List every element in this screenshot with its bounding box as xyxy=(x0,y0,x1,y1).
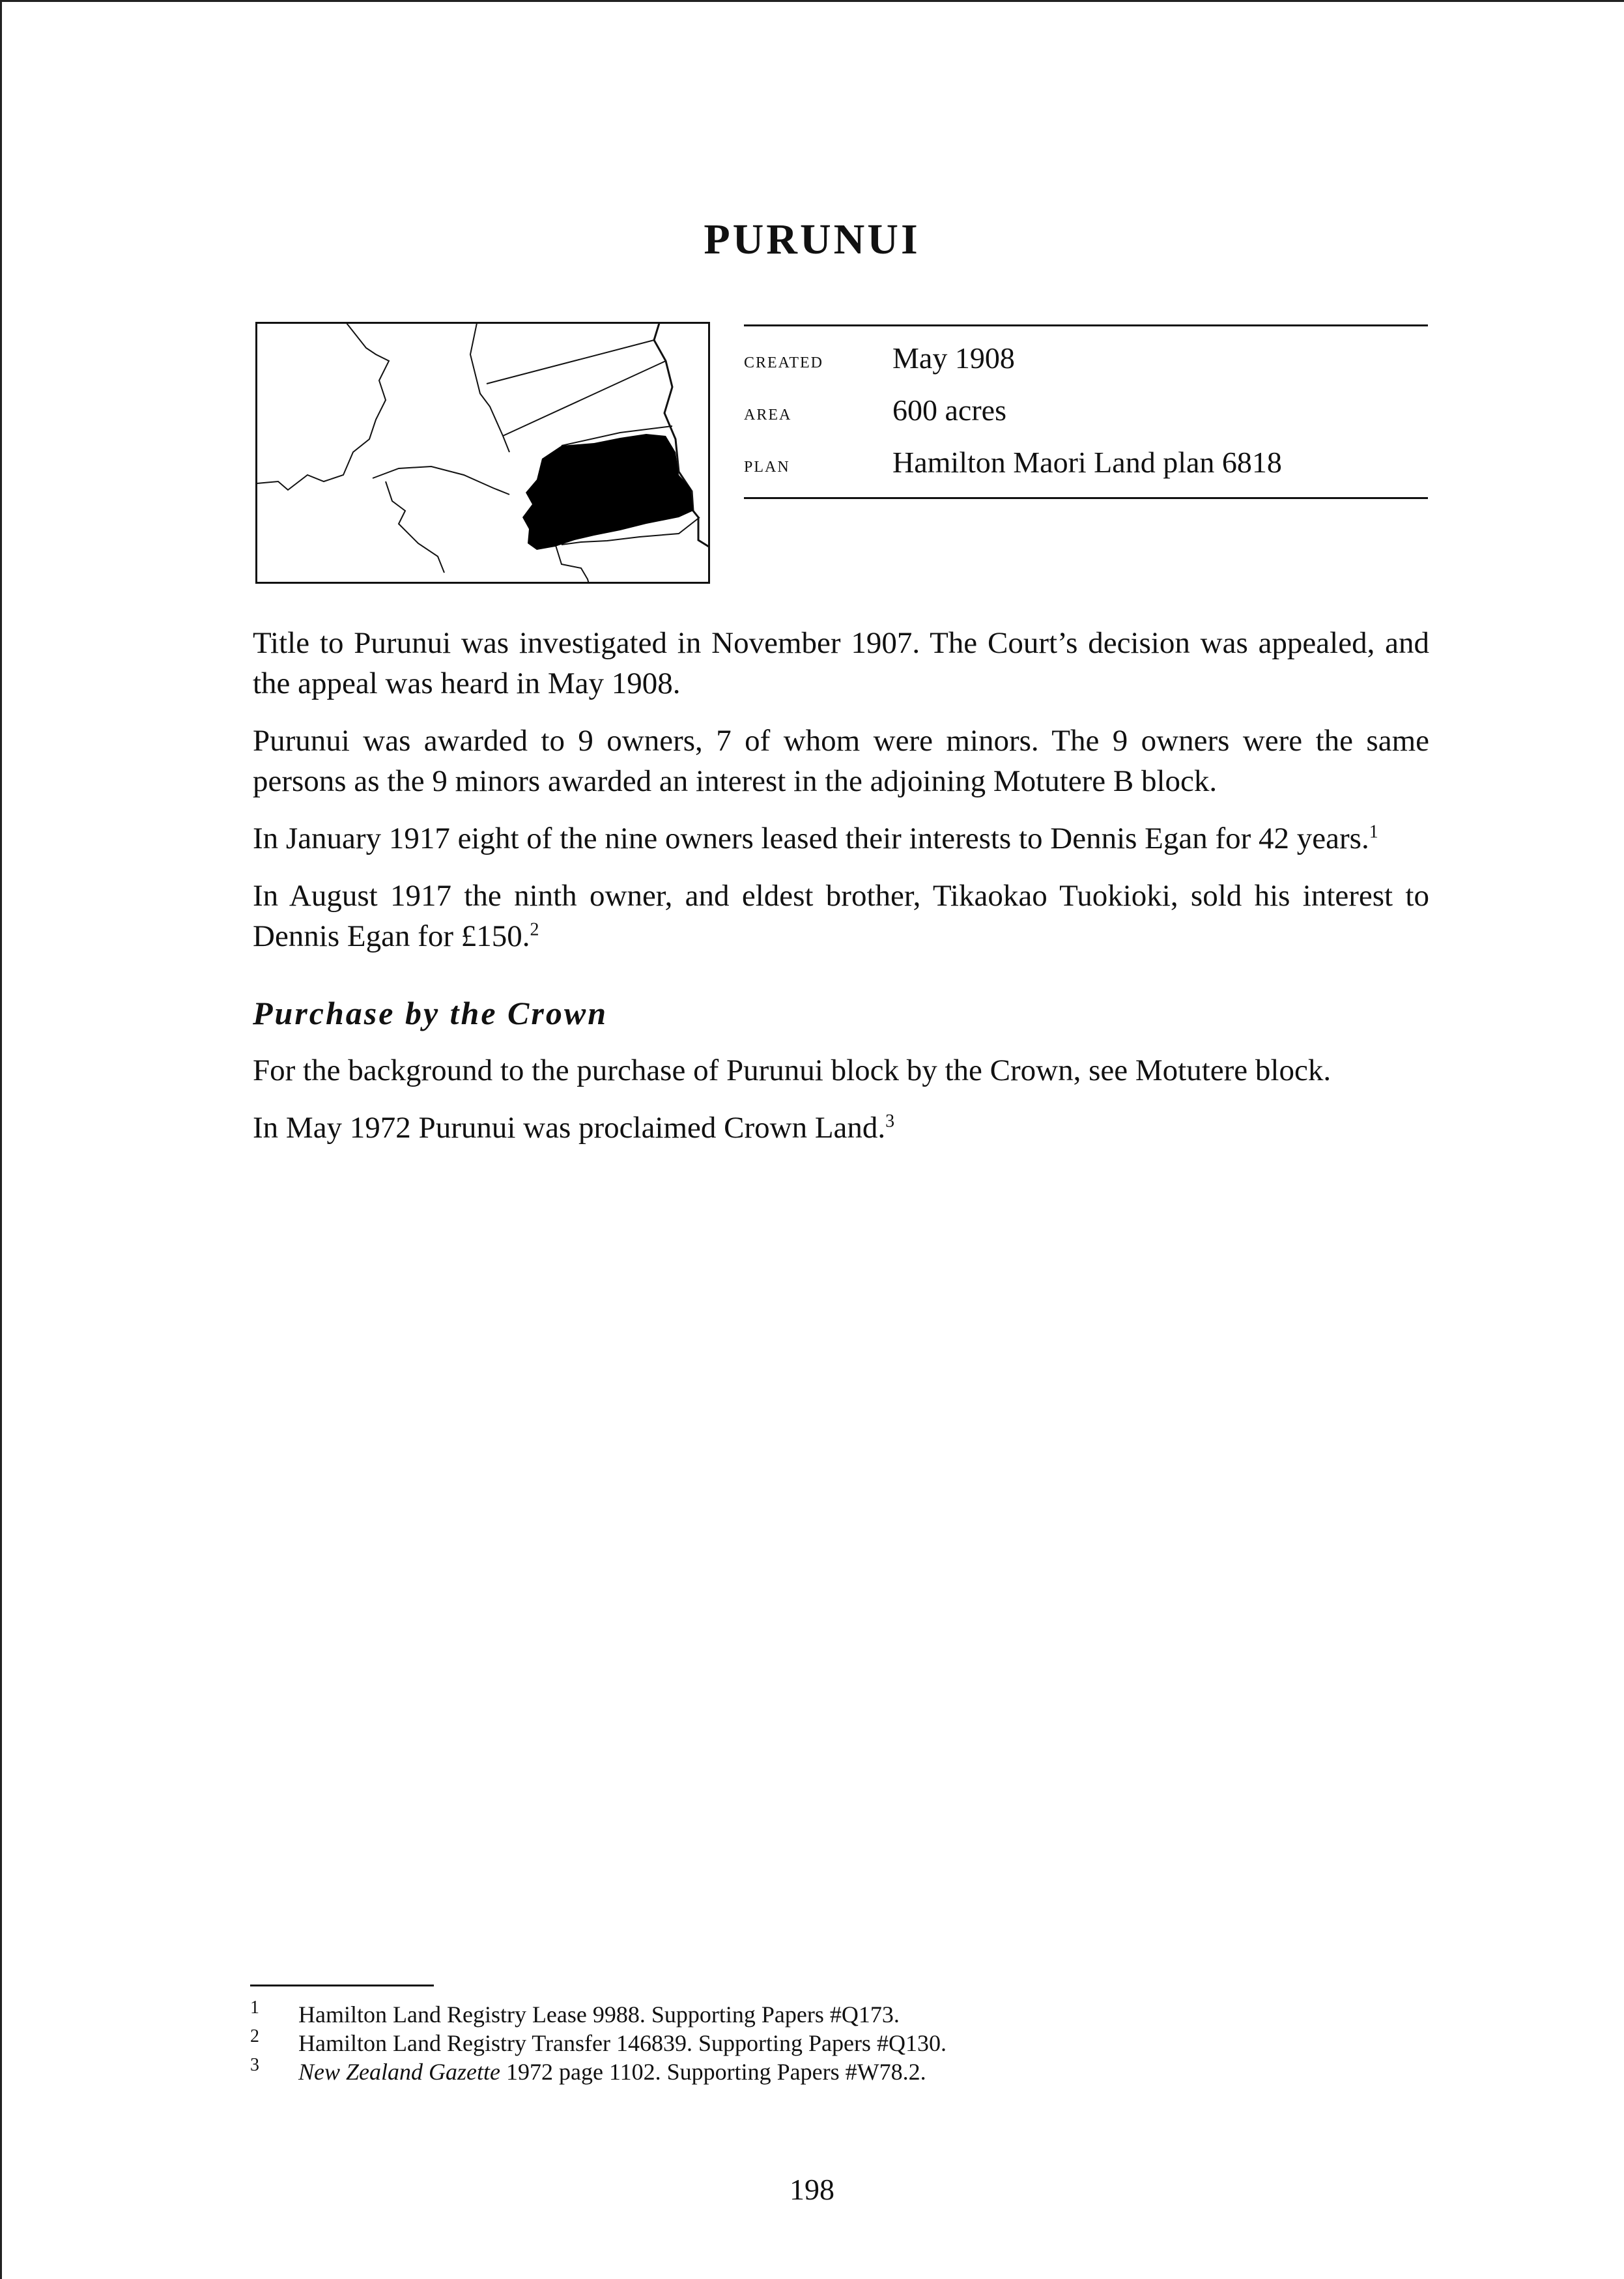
body-text xyxy=(253,623,1429,1165)
footnote xyxy=(250,2026,1423,2057)
page-edge-top xyxy=(0,0,1624,2)
footnote-italic-title: New Zealand Gazette xyxy=(298,2059,500,2085)
map-boundary-line xyxy=(470,323,509,452)
paragraph: Title to Purunui was investigated in November 1907. The Court’s decision was appealed, and the appeal was heard in May 1908. xyxy=(253,626,1429,700)
block-info-table xyxy=(744,324,1428,499)
footnote-text: Hamilton Land Registry Lease 9988. Supporting Papers #Q173. xyxy=(298,2001,900,2028)
info-value: May 1908 xyxy=(892,341,1015,375)
paragraph xyxy=(253,1108,1429,1148)
section-heading: Purchase by the Crown xyxy=(253,995,608,1031)
info-value: 600 acres xyxy=(892,394,1006,427)
paragraph: For the background to the purchase of Purunui block by the Crown, see Motutere block. xyxy=(253,1054,1332,1087)
page-number: 198 xyxy=(790,2173,834,2206)
footnote-ref[interactable]: 1 xyxy=(1369,822,1378,842)
footnote-number: 2 xyxy=(250,2026,259,2046)
paragraph-text: In May 1972 Purunui was proclaimed Crown Land. xyxy=(253,1111,886,1145)
page-edge-left xyxy=(0,0,2,2279)
info-row-area xyxy=(744,389,1428,435)
info-label: created xyxy=(744,349,823,373)
info-value: Hamilton Maori Land plan 6818 xyxy=(892,446,1282,479)
footnote-divider xyxy=(250,1985,434,1986)
paragraph xyxy=(253,818,1429,859)
page-title: PURUNUI xyxy=(704,216,920,263)
paragraph-text: In January 1917 eight of the nine owners leased their interests to Dennis Egan for 42 years. xyxy=(253,822,1369,855)
purunui-block-shaded xyxy=(522,434,693,550)
footnote-ref[interactable]: 3 xyxy=(885,1111,895,1132)
paragraph-text: In August 1917 the ninth owner, and eldest brother, Tikaokao Tuokioki, sold his interest to Dennis Egan for £150. xyxy=(253,879,1429,953)
map-boundary-line xyxy=(373,466,509,494)
location-map xyxy=(255,322,710,584)
footnote xyxy=(250,2057,1423,2086)
paragraph: Purunui was awarded to 9 owners, 7 of whom were minors. The 9 owners were the same persons as the 9 minors awarded an interest in the adjoining Motutere B block. xyxy=(253,724,1429,798)
info-label: area xyxy=(744,401,792,425)
footnote-text-rest: 1972 page 1102. Supporting Papers #W78.2. xyxy=(500,2059,926,2085)
footnote-text xyxy=(298,2057,926,2086)
footnote-number: 1 xyxy=(250,1998,259,2018)
footnotes xyxy=(250,2000,1423,2086)
footnote-number: 3 xyxy=(250,2055,259,2075)
map-boundary-line xyxy=(503,361,666,436)
paragraph xyxy=(253,876,1429,956)
map-boundary-line xyxy=(386,481,444,573)
footnote-text: Hamilton Land Registry Transfer 146839. Supporting Papers #Q130. xyxy=(298,2030,947,2056)
footnote xyxy=(250,2000,1423,2029)
info-label: plan xyxy=(744,453,790,477)
map-boundary-line xyxy=(257,323,389,490)
map-boundary-line xyxy=(555,543,589,584)
info-row-plan xyxy=(744,441,1428,487)
footnote-ref[interactable]: 2 xyxy=(530,919,539,940)
info-row-created xyxy=(744,337,1428,382)
